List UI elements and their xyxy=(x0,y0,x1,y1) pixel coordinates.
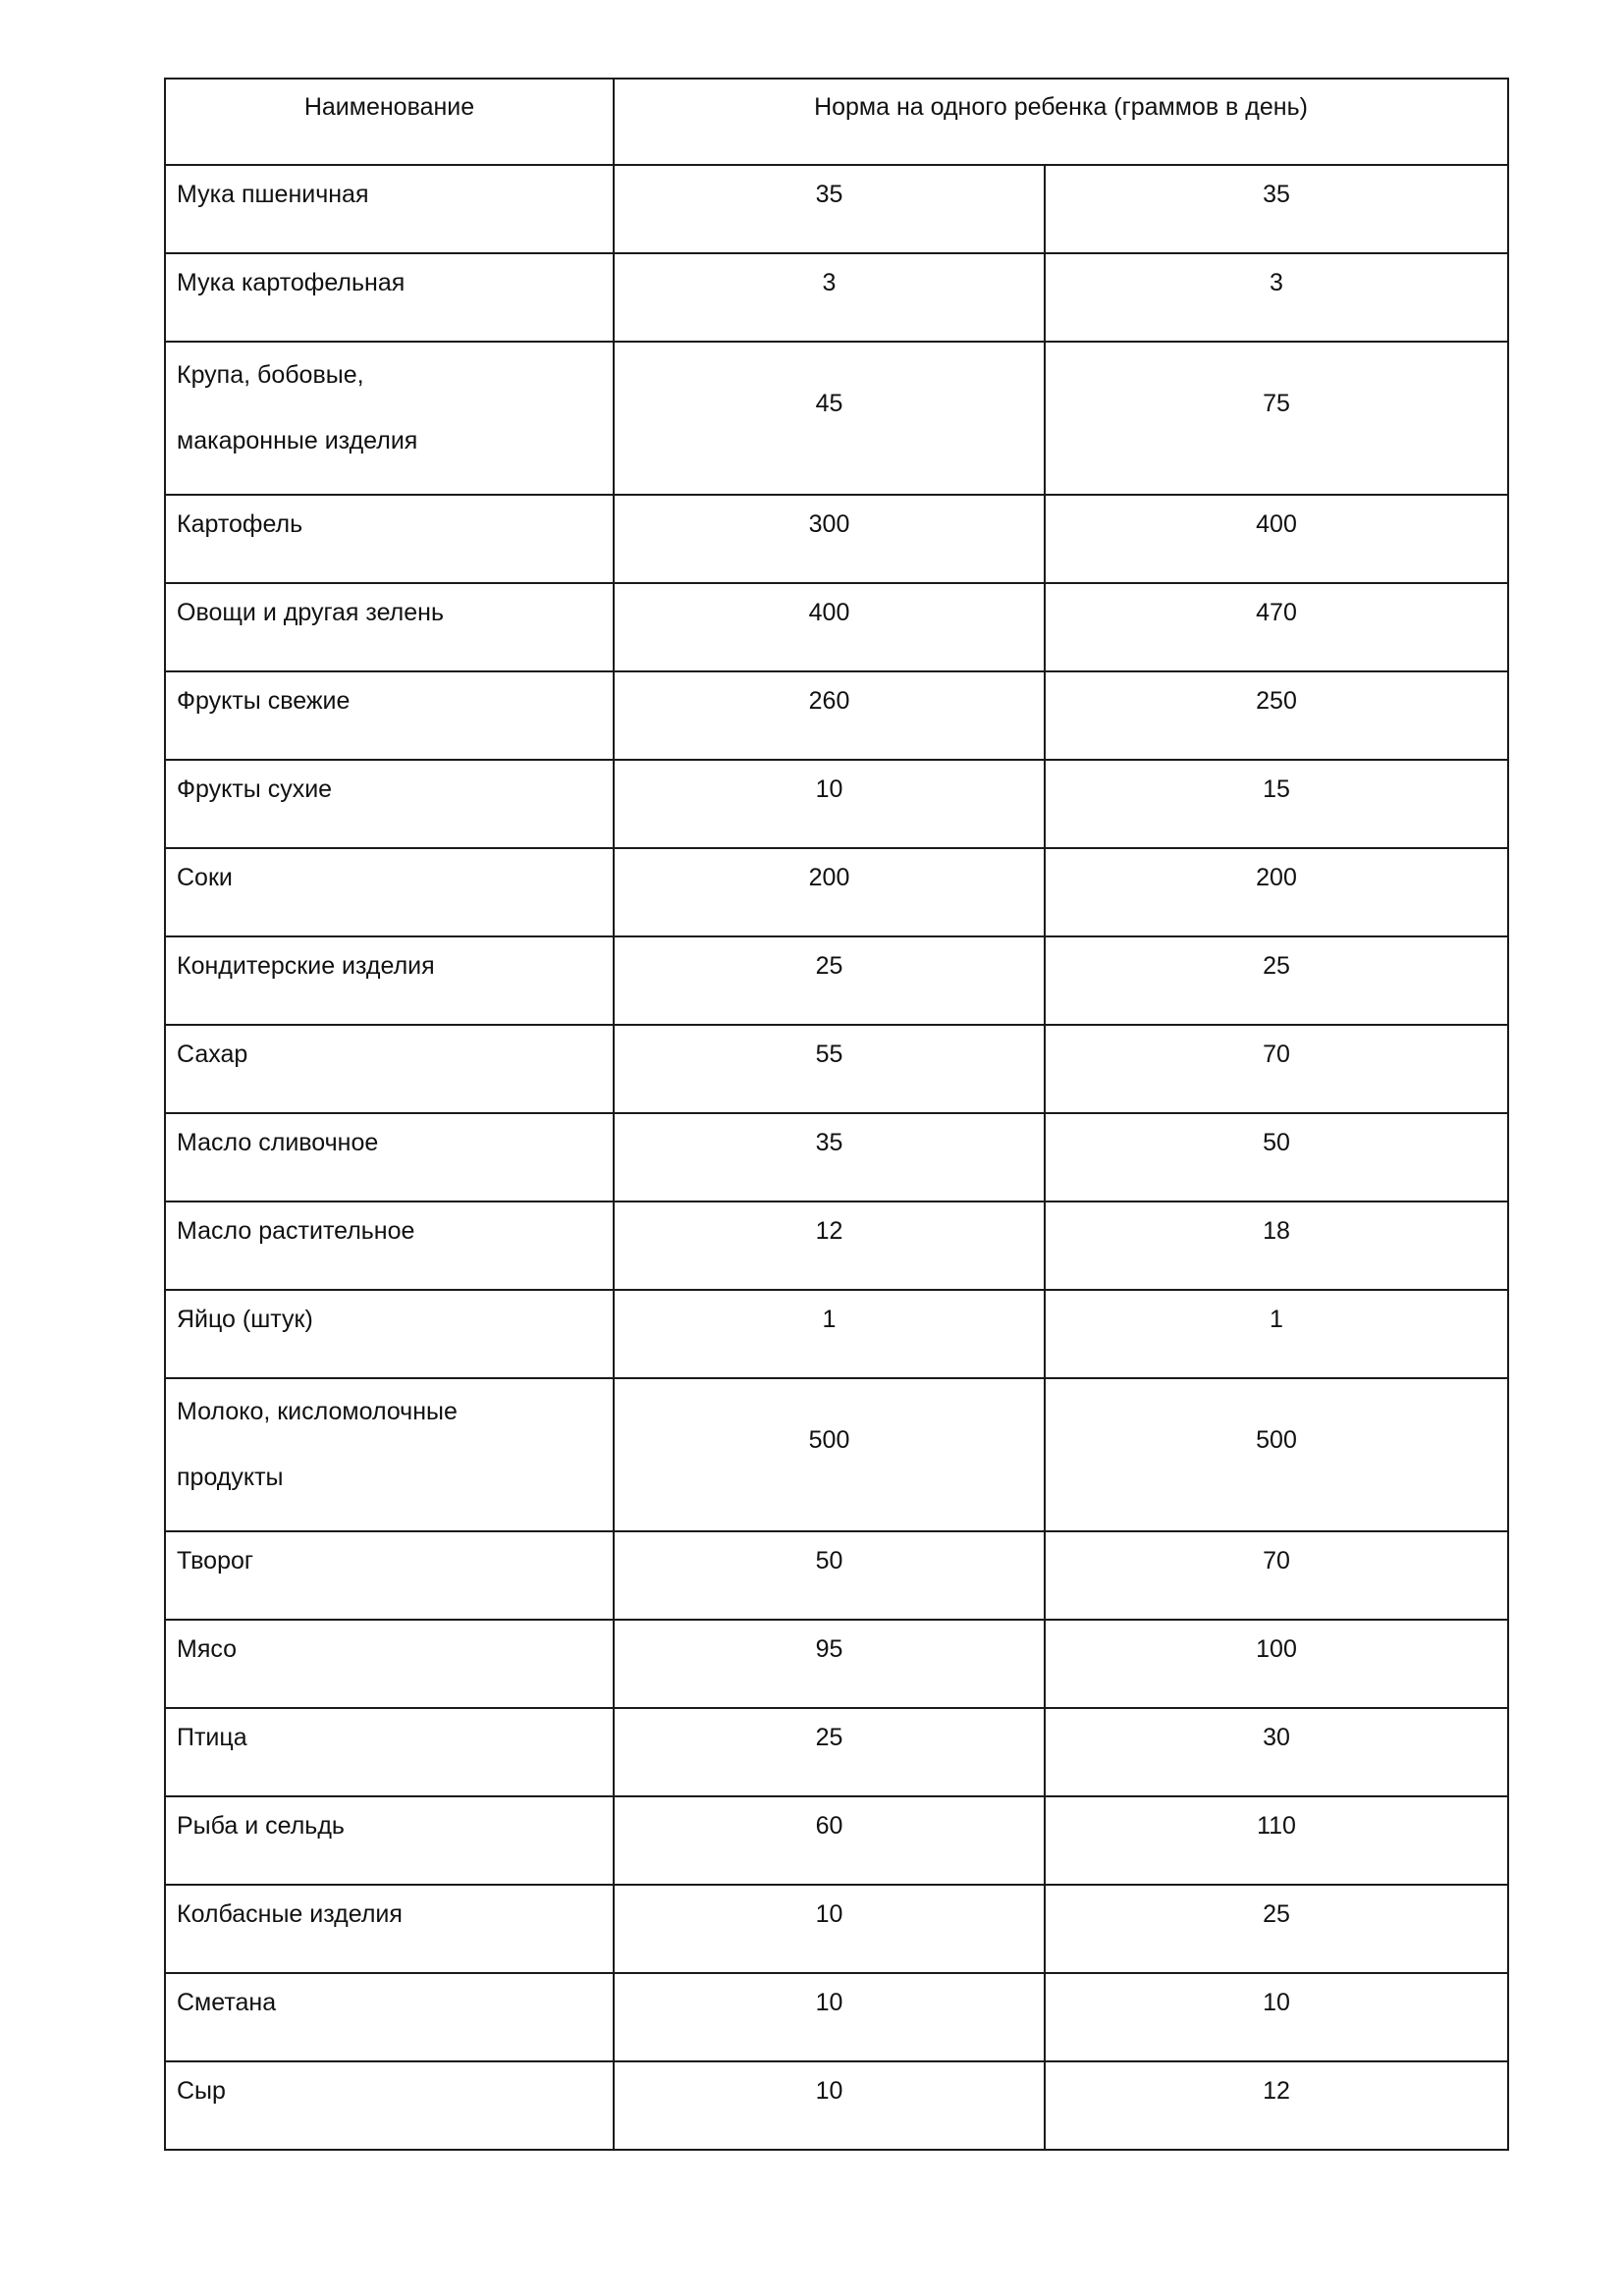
table-row xyxy=(165,1531,1508,1620)
product-name-line: Масло растительное xyxy=(177,1217,415,1245)
norm-value-cell-2: 500 xyxy=(1045,1378,1508,1531)
product-name-cell xyxy=(165,1378,614,1531)
product-name-line: Колбасные изделия xyxy=(177,1900,403,1928)
product-name-line: Соки xyxy=(177,864,233,891)
food-norms-table xyxy=(164,78,1509,2151)
product-name-line: Мука картофельная xyxy=(177,269,406,296)
product-name-cell xyxy=(165,1113,614,1201)
norm-value-cell-1: 45 xyxy=(614,342,1045,495)
norm-value-cell-1: 35 xyxy=(614,165,1045,253)
norm-value-cell-2: 470 xyxy=(1045,583,1508,671)
product-name-line: Картофель xyxy=(177,510,303,538)
norm-value-cell-2: 30 xyxy=(1045,1708,1508,1796)
product-name-line: Мясо xyxy=(177,1635,238,1663)
norm-value-cell-2: 25 xyxy=(1045,1885,1508,1973)
norm-value-cell-1: 25 xyxy=(614,936,1045,1025)
product-name-line: Мука пшеничная xyxy=(177,181,369,208)
table-row xyxy=(165,1201,1508,1290)
table-row xyxy=(165,848,1508,936)
table-row xyxy=(165,253,1508,342)
product-name-cell xyxy=(165,1201,614,1290)
table-row xyxy=(165,495,1508,583)
product-name-cell xyxy=(165,1708,614,1796)
product-name-line: макаронные изделия xyxy=(177,427,418,454)
norm-value-cell-1: 35 xyxy=(614,1113,1045,1201)
norm-value-cell-2: 110 xyxy=(1045,1796,1508,1885)
table-row xyxy=(165,936,1508,1025)
table-row xyxy=(165,1290,1508,1378)
norm-value-cell-2: 1 xyxy=(1045,1290,1508,1378)
norm-value-cell-2: 10 xyxy=(1045,1973,1508,2061)
header-norm: Норма на одного ребенка (граммов в день) xyxy=(614,79,1508,165)
norm-value-cell-1: 25 xyxy=(614,1708,1045,1796)
product-name-line: Сахар xyxy=(177,1041,248,1068)
norm-value-cell-1: 260 xyxy=(614,671,1045,760)
product-name-cell xyxy=(165,1531,614,1620)
product-name-cell xyxy=(165,1885,614,1973)
norm-value-cell-2: 70 xyxy=(1045,1531,1508,1620)
norm-value-cell-1: 95 xyxy=(614,1620,1045,1708)
table-row xyxy=(165,1708,1508,1796)
product-name-cell xyxy=(165,1973,614,2061)
norm-value-cell-1: 500 xyxy=(614,1378,1045,1531)
product-name-line: Кондитерские изделия xyxy=(177,952,435,980)
product-name-cell xyxy=(165,1290,614,1378)
norm-value-cell-1: 55 xyxy=(614,1025,1045,1113)
norm-value-cell-1: 400 xyxy=(614,583,1045,671)
norm-value-cell-1: 10 xyxy=(614,2061,1045,2150)
norm-value-cell-1: 300 xyxy=(614,495,1045,583)
product-name-line: Крупа, бобовые, xyxy=(177,361,364,389)
norm-value-cell-1: 1 xyxy=(614,1290,1045,1378)
product-name-cell xyxy=(165,165,614,253)
table-row xyxy=(165,1885,1508,1973)
table-row xyxy=(165,583,1508,671)
product-name-line: Рыба и сельдь xyxy=(177,1812,345,1840)
norm-value-cell-2: 70 xyxy=(1045,1025,1508,1113)
product-name-cell xyxy=(165,1796,614,1885)
table-row xyxy=(165,1378,1508,1531)
product-name-line: Фрукты свежие xyxy=(177,687,351,715)
table-row xyxy=(165,1620,1508,1708)
product-name-cell xyxy=(165,583,614,671)
product-name-line: Сметана xyxy=(177,1989,277,2016)
product-name-line: Яйцо (штук) xyxy=(177,1306,313,1333)
norm-value-cell-1: 3 xyxy=(614,253,1045,342)
product-name-cell xyxy=(165,760,614,848)
table-row xyxy=(165,671,1508,760)
table-row xyxy=(165,165,1508,253)
norm-value-cell-1: 12 xyxy=(614,1201,1045,1290)
product-name-cell xyxy=(165,342,614,495)
table-row xyxy=(165,2061,1508,2150)
norm-value-cell-1: 10 xyxy=(614,1885,1045,1973)
norm-value-cell-2: 100 xyxy=(1045,1620,1508,1708)
product-name-line: Творог xyxy=(177,1547,254,1575)
product-name-cell xyxy=(165,495,614,583)
norm-value-cell-2: 35 xyxy=(1045,165,1508,253)
norm-value-cell-2: 75 xyxy=(1045,342,1508,495)
product-name-cell xyxy=(165,1025,614,1113)
table-row xyxy=(165,1025,1508,1113)
table-row xyxy=(165,342,1508,495)
table-header-row xyxy=(165,79,1508,165)
norm-value-cell-2: 250 xyxy=(1045,671,1508,760)
norm-value-cell-2: 15 xyxy=(1045,760,1508,848)
norm-value-cell-1: 60 xyxy=(614,1796,1045,1885)
product-name-line: Молоко, кисломолочные xyxy=(177,1398,458,1425)
norm-value-cell-1: 50 xyxy=(614,1531,1045,1620)
product-name-line: Овощи и другая зелень xyxy=(177,599,444,626)
table-body xyxy=(165,165,1508,2150)
table-row xyxy=(165,1973,1508,2061)
product-name-cell xyxy=(165,2061,614,2150)
product-name-cell xyxy=(165,671,614,760)
product-name-line: Птица xyxy=(177,1724,247,1751)
product-name-line: продукты xyxy=(177,1464,284,1491)
product-name-line: Сыр xyxy=(177,2077,226,2105)
norm-value-cell-1: 200 xyxy=(614,848,1045,936)
table-row xyxy=(165,1796,1508,1885)
norm-value-cell-1: 10 xyxy=(614,1973,1045,2061)
norm-value-cell-2: 400 xyxy=(1045,495,1508,583)
product-name-cell xyxy=(165,936,614,1025)
product-name-cell xyxy=(165,1620,614,1708)
header-name: Наименование xyxy=(165,79,614,165)
product-name-line: Масло сливочное xyxy=(177,1129,379,1156)
norm-value-cell-2: 50 xyxy=(1045,1113,1508,1201)
product-name-line: Фрукты сухие xyxy=(177,775,333,803)
table-row xyxy=(165,760,1508,848)
table-row xyxy=(165,1113,1508,1201)
norm-value-cell-2: 25 xyxy=(1045,936,1508,1025)
norm-value-cell-2: 12 xyxy=(1045,2061,1508,2150)
norm-value-cell-2: 200 xyxy=(1045,848,1508,936)
norm-value-cell-2: 18 xyxy=(1045,1201,1508,1290)
product-name-cell xyxy=(165,848,614,936)
norm-value-cell-2: 3 xyxy=(1045,253,1508,342)
product-name-cell xyxy=(165,253,614,342)
norm-value-cell-1: 10 xyxy=(614,760,1045,848)
